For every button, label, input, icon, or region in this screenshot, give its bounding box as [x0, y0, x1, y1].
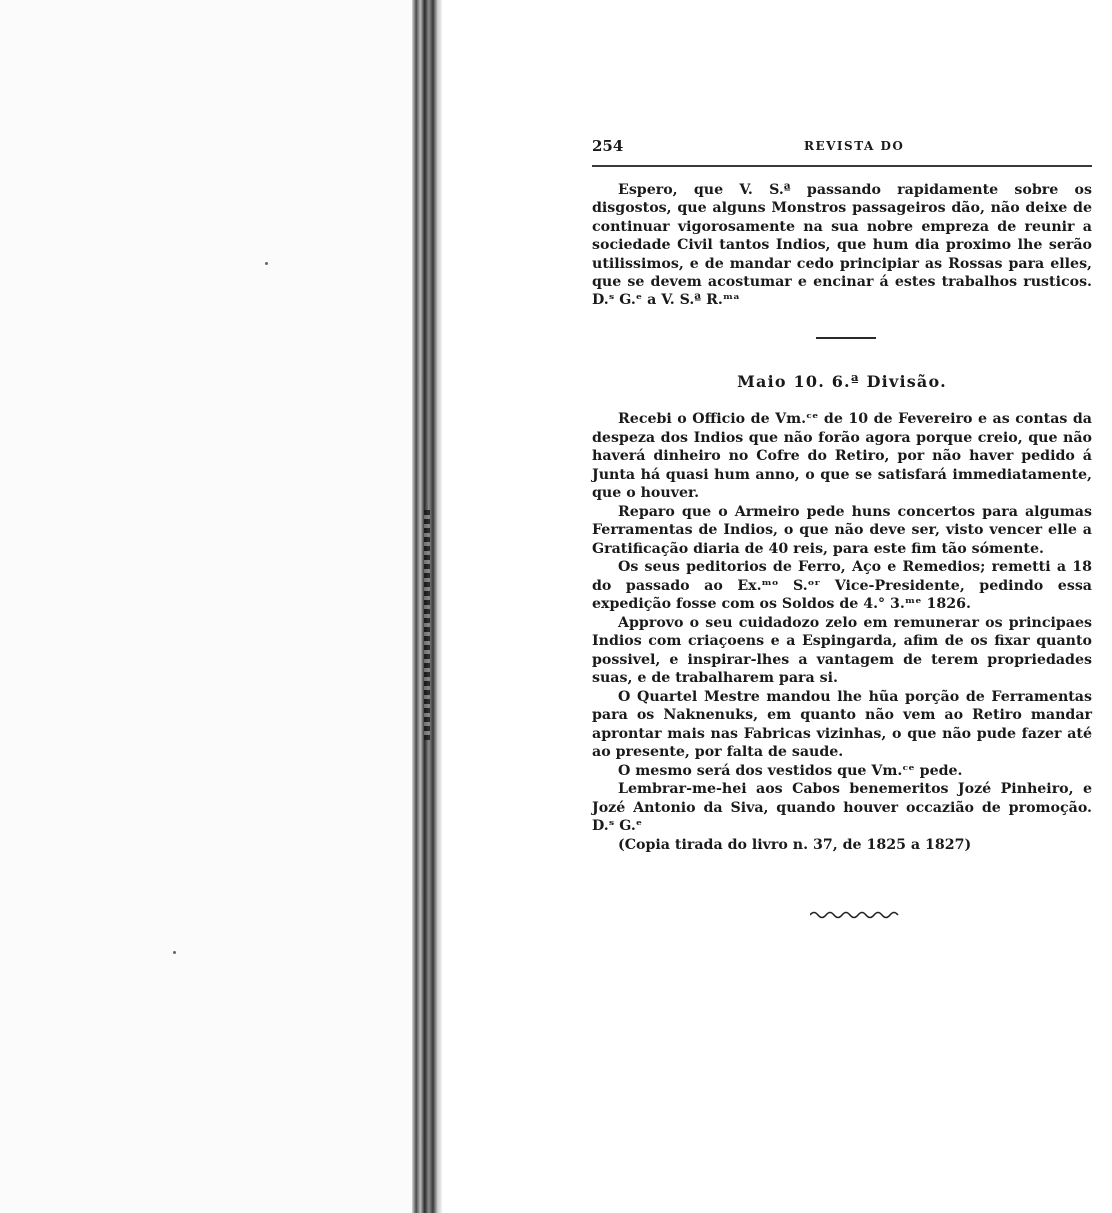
- paragraph: Lembrar-me-hei aos Cabos benemeritos Jozé Pinheiro, e Jozé Antonio da Siva, quando houver occazião de promoção. D.ˢ G.ᵉ: [592, 781, 1092, 834]
- section-divider: [816, 337, 876, 339]
- page-number: 254: [592, 137, 624, 155]
- paper-speck: [265, 262, 268, 265]
- paragraph: Espero, que V. S.ª passando rapidamente sobre os disgostos, que alguns Monstros passageiros dão, não deixe de continuar vigorosamente na sua nobre empreza de reunir a sociedade Civil tantos Indios, que hum dia proximo lhe serão utilissimos, e de mandar cedo principiar as Rossas para elles, que se devem acostumar e encinar á estes trabalhos rusticos. D.ˢ G.ᵉ a V. S.ª R.ᵐᵃ: [592, 182, 1092, 309]
- paragraph: Recebi o Officio de Vm.ᶜᵉ de 10 de Fevereiro e as contas da despeza dos Indios que não forão agora porque creio, que não haverá dinheiro no Cofre do Retiro, por não haver pedido á Junta há quasi hum anno, o que se satisfará immediatamente, que o houver.: [592, 411, 1092, 501]
- end-ornament: [810, 910, 902, 920]
- running-head: REVISTA DO: [804, 139, 905, 153]
- section-heading: Maio 10. 6.ª Divisão.: [737, 372, 947, 391]
- paragraph: Approvo o seu cuidadozo zelo em remunerar os principaes Indios com criaçoens e a Espingarda, afim de os fixar quanto possivel, e inspirar-lhes a vantagem de terem propriedades suas, e de trabalharem para si.: [592, 614, 1092, 686]
- paragraph: O Quartel Mestre mandou lhe hũa porção de Ferramentas para os Naknenuks, em quanto não vem ao Retiro mandar aprontar mais nas Fabricas vizinhas, o que não pude fazer até ao presente, por falta de saude.: [592, 688, 1092, 760]
- paragraph: Os seus peditorios de Ferro, Aço e Remedios; remetti a 18 do passado ao Ex.ᵐᵒ S.ᵒʳ Vice-Presidente, pedindo essa expedição fosse com os Soldos de 4.° 3.ᵐᵉ 1826.: [592, 559, 1092, 612]
- paragraph: O mesmo será dos vestidos que Vm.ᶜᵉ pede.: [618, 762, 963, 779]
- paper-speck: [173, 951, 176, 954]
- gutter-stamp: [424, 510, 430, 740]
- right-page: [442, 0, 1112, 1213]
- paragraph: (Copia tirada do livro n. 37, de 1825 a 1827): [618, 836, 972, 853]
- letter-two-text: [592, 410, 1092, 854]
- left-blank-page: [0, 0, 412, 1213]
- paragraph: Reparo que o Armeiro pede huns concertos para algumas Ferramentas de Indios, o que não deve ser, visto vencer elle a Gratificação diaria de 40 reis, para este fim tão sómente.: [592, 503, 1092, 557]
- page-header: [592, 137, 1092, 167]
- letter-one-text: [592, 181, 1092, 310]
